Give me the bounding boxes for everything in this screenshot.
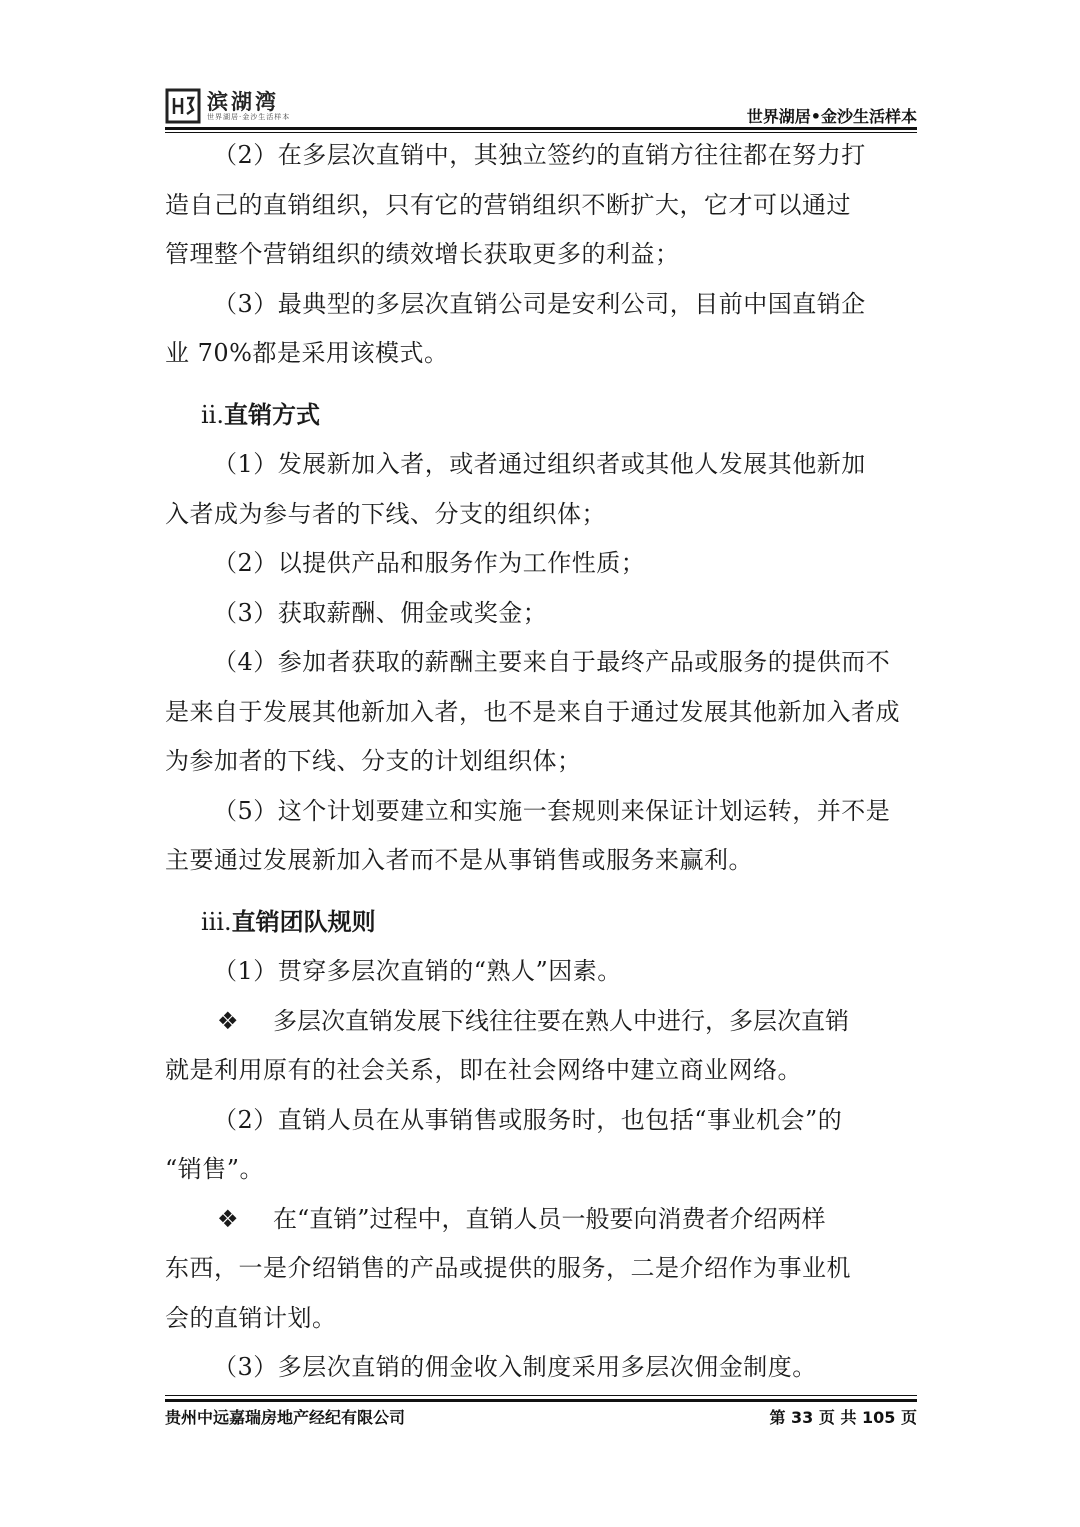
- page-header: [165, 86, 917, 130]
- paragraph-line: 东西，一是介绍销售的产品或提供的服务，二是介绍作为事业机: [165, 1254, 851, 1282]
- section-heading-number: iii.: [201, 907, 232, 936]
- logo: [165, 86, 290, 126]
- bullet-diamond-icon: ❖: [217, 1006, 239, 1035]
- header-slogan: 世界湖居•金沙生活样本: [746, 107, 917, 126]
- paragraph-line: （1）贯穿多层次直销的“熟人”因素。: [213, 957, 622, 985]
- paragraph-line: 主要通过发展新加入者而不是从事销售或服务来赢利。: [165, 846, 753, 874]
- paragraph-line: 造自己的直销组织，只有它的营销组织不断扩大，它才可以通过: [165, 190, 851, 219]
- page-body: [165, 131, 917, 1393]
- footer-page-number: 第 33 页 共 105 页: [769, 1408, 917, 1427]
- paragraph-line: （3）多层次直销的佣金收入制度采用多层次佣金制度。: [213, 1353, 817, 1381]
- paragraph-line: （2）在多层次直销中，其独立签约的直销方往往都在努力打: [213, 141, 866, 169]
- bullet-line: [165, 1195, 917, 1245]
- paragraph-line: 为参加者的下线、分支的计划组织体；: [165, 747, 582, 775]
- paragraph-line: “销售”。: [165, 1155, 265, 1183]
- paragraph-line: （2）以提供产品和服务作为工作性质；: [213, 549, 646, 577]
- paragraph-line: 业 70%都是采用该模式。: [165, 339, 449, 367]
- paragraph-line: 就是利用原有的社会关系，即在社会网络中建立商业网络。: [165, 1056, 802, 1084]
- footer-rule-thick: [165, 1399, 917, 1402]
- section-heading: [165, 898, 917, 948]
- bullet-line: [165, 997, 917, 1047]
- footer-rule-thin: [165, 1395, 917, 1396]
- paragraph-line: （2）直销人员在从事销售或服务时，也包括“事业机会”的: [213, 1105, 843, 1134]
- paragraph-line: 会的直销计划。: [165, 1303, 337, 1332]
- paragraph-line: 管理整个营销组织的绩效增长获取更多的利益；: [165, 240, 680, 268]
- section-heading-text: 直销团队规则: [231, 907, 376, 936]
- logo-mark-icon: [165, 88, 201, 124]
- paragraph-line: （4）参加者获取的薪酬主要来自于最终产品或服务的提供而不: [213, 648, 891, 676]
- paragraph-line: （3）最典型的多层次直销公司是安利公司，目前中国直销企: [213, 289, 866, 318]
- paragraph-line: 入者成为参与者的下线、分支的组织体；: [165, 499, 606, 528]
- bullet-text: 多层次直销发展下线往往要在熟人中进行，多层次直销: [273, 1006, 849, 1035]
- header-rule-thick: [165, 127, 917, 130]
- paragraph-line: （5）这个计划要建立和实施一套规则来保证计划运转，并不是: [213, 796, 891, 825]
- section-heading: [165, 391, 917, 441]
- logo-name: 滨湖湾: [207, 89, 279, 114]
- footer-company: 贵州中远嘉瑞房地产经纪有限公司: [165, 1408, 406, 1427]
- section-heading-text: 直销方式: [223, 400, 320, 429]
- bullet-text: 在“直销”过程中，直销人员一般要向消费者介绍两样: [273, 1204, 826, 1233]
- section-heading-number: ii.: [201, 400, 224, 429]
- bullet-diamond-icon: ❖: [217, 1204, 239, 1233]
- paragraph-line: （1）发展新加入者，或者通过组织者或其他人发展其他新加: [213, 450, 866, 478]
- paragraph-line: 是来自于发展其他新加入者，也不是来自于通过发展其他新加入者成: [165, 697, 900, 726]
- logo-subtitle: 世界湖居·金沙生活样本: [207, 113, 291, 121]
- paragraph-line: （3）获取薪酬、佣金或奖金；: [213, 598, 548, 627]
